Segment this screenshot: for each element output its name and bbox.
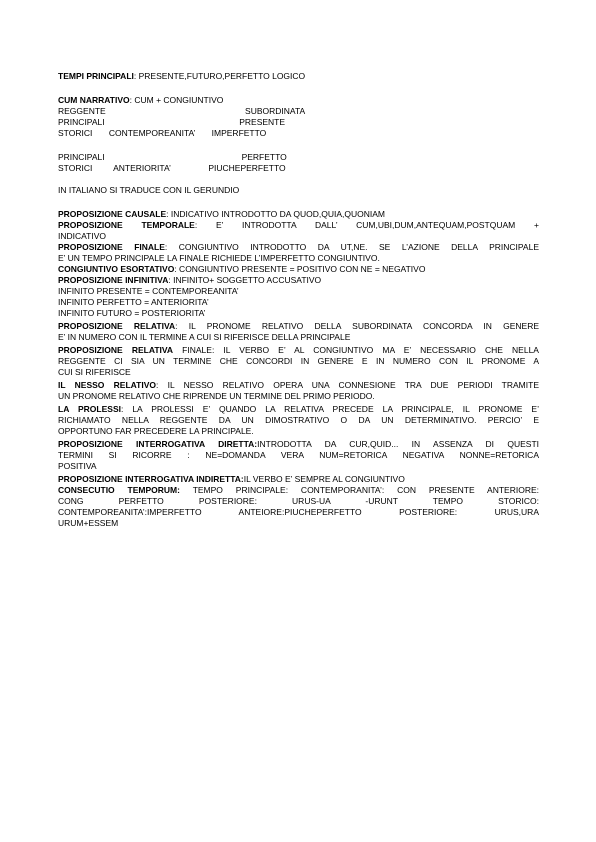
- line-nesso-2-text: UN PRONOME RELATIVO CHE RIPRENDE UN TERMINE DEL PRIMO PERIODO.: [58, 391, 375, 401]
- line-relativa-1: [58, 321, 539, 331]
- line-temporale-1-text: : E’ INTRODOTTA DALL’ CUM,UBI,DUM,ANTEQUAM,POSTQUAM +: [194, 220, 539, 230]
- line-consecutio-4-text: URUM+ESSEM: [58, 518, 119, 528]
- line-consecutio-1-heading: CONSECUTIO TEMPORUM:: [58, 485, 180, 495]
- line-storici-2-text: STORICI ANTERIORITA’ PIUCHEPERFETTO: [58, 163, 286, 173]
- line-prolessi-3: [58, 426, 254, 436]
- line-infinitiva-heading: PROPOSIZIONE INFINITIVA: [58, 275, 169, 285]
- line-causale: [58, 209, 385, 219]
- line-consecutio-3: [58, 507, 539, 517]
- line-cum-narrativo-heading: CUM NARRATIVO: [58, 95, 130, 105]
- line-principali-1-text: PRINCIPALI PRESENTE: [58, 117, 286, 127]
- line-relativa-finale-2-text: REGGENTE CI SIA UN TERMINE CHE CONCORDI IN GENERE E IN NUMERO CON IL PRONOME A: [58, 356, 539, 366]
- line-int-diretta-3-text: POSITIVA: [58, 461, 97, 471]
- line-principali-1: [58, 117, 285, 127]
- line-causale-heading: PROPOSIZIONE CAUSALE: [58, 209, 167, 219]
- line-inf-perfetto: [58, 297, 209, 307]
- line-consecutio-2: [58, 496, 539, 506]
- line-int-diretta-2-text: TERMINI SI RICORRE : NE=DOMANDA VERA NUM=RETORICA NEGATIVA NONNE=RETORICA: [58, 450, 539, 460]
- line-int-indiretta-text: IL VERBO E’ SEMPRE AL CONGIUNTIVO: [243, 474, 405, 484]
- line-nesso-1-text: : IL NESSO RELATIVO OPERA UNA CONNESIONE TRA DUE PERIODI TRAMITE: [155, 380, 539, 390]
- line-relativa-finale-1: [58, 345, 539, 355]
- line-prolessi-1: [58, 404, 539, 414]
- line-tempi-principali-heading: TEMPI PRINCIPALI: [58, 71, 134, 81]
- line-storici-2: [58, 163, 286, 173]
- line-principali-2: [58, 152, 287, 162]
- line-finale-2: [58, 253, 380, 263]
- line-nesso-2: [58, 391, 375, 401]
- line-nesso-1-heading: IL NESSO RELATIVO: [58, 380, 156, 390]
- line-prolessi-1-heading: LA PROLESSI: [58, 404, 121, 414]
- line-infinitiva-text: : INFINITO+ SOGGETTO ACCUSATIVO: [168, 275, 322, 285]
- line-prolessi-3-text: OPPORTUNO FAR PRECEDERE LA PRINCIPALE.: [58, 426, 254, 436]
- line-inf-presente-text: INFINITO PRESENTE = CONTEMPOREANITA’: [58, 286, 239, 296]
- line-finale-1-text: : CONGIUNTIVO INTRODOTTO DA UT,NE. SE L’AZIONE DELLA PRINCIPALE: [164, 242, 539, 252]
- line-consecutio-1: [58, 485, 539, 495]
- line-int-diretta-2: [58, 450, 539, 460]
- line-relativa-finale-1-text: FINALE: IL VERBO E’ AL CONGIUNTIVO MA E’ NECESSARIO CHE NELLA: [173, 345, 539, 355]
- line-reggente: [58, 106, 305, 116]
- line-relativa-2-text: E’ IN NUMERO CON IL TERMINE A CUI SI RIFERISCE DELLA PRINCIPALE: [58, 332, 351, 342]
- line-consecutio-3-text: CONTEMPOREANITA’:IMPERFETTO ANTEIORE:PIUCHEPERFETTO POSTERIORE: URUS,URA: [58, 507, 539, 517]
- line-esortativo-text: : CONGIUNTIVO PRESENTE = POSITIVO CON NE = NEGATIVO: [174, 264, 426, 274]
- line-int-diretta-1-text: INTRODOTTA DA CUR,QUID... IN ASSENZA DI QUESTI: [257, 439, 539, 449]
- line-temporale-2: [58, 231, 106, 241]
- line-prolessi-2-text: RICHIAMATO NELLA REGGENTE DA UN DIMOSTRATIVO O DA UN DETERMINATIVO. PERCIO’ E: [58, 415, 539, 425]
- line-int-diretta-3: [58, 461, 97, 471]
- line-inf-presente: [58, 286, 239, 296]
- line-inf-futuro-text: INFINITO FUTURO = POSTERIORITA’: [58, 308, 206, 318]
- line-temporale-1: [58, 220, 539, 230]
- line-relativa-1-text: : IL PRONOME RELATIVO DELLA SUBORDINATA CONCORDA IN GENERE: [175, 321, 540, 331]
- line-relativa-1-heading: PROPOSIZIONE RELATIVA: [58, 321, 176, 331]
- line-consecutio-1-text: TEMPO PRINCIPALE: CONTEMPORANITA’: CON PRESENTE ANTERIORE:: [179, 485, 540, 495]
- line-tempi-principali-text: : PRESENTE,FUTURO,PERFETTO LOGICO: [133, 71, 306, 81]
- line-prolessi-2: [58, 415, 539, 425]
- line-consecutio-2-text: CONG PERFETTO POSTERIORE: URUS-UA -URUNT TEMPO STORICO:: [58, 496, 539, 506]
- line-relativa-finale-3-text: CUI SI RIFERISCE: [58, 367, 131, 377]
- line-prolessi-1-text: : LA PROLESSI E’ QUANDO LA RELATIVA PRECEDE LA PRINCIPALE, IL PRONOME E’: [120, 404, 539, 414]
- line-infinitiva: [58, 275, 321, 285]
- line-finale-1: [58, 242, 539, 252]
- line-relativa-finale-2: [58, 356, 539, 366]
- line-gerundio-text: IN ITALIANO SI TRADUCE CON IL GERUNDIO: [58, 185, 240, 195]
- line-storici-1: [58, 128, 266, 138]
- line-relativa-finale-3: [58, 367, 131, 377]
- line-reggente-text: REGGENTE SUBORDINATA: [58, 106, 306, 116]
- line-nesso-1: [58, 380, 539, 390]
- line-temporale-1-heading: PROPOSIZIONE TEMPORALE: [58, 220, 195, 230]
- line-relativa-2: [58, 332, 350, 342]
- line-principali-2-text: PRINCIPALI PERFETTO: [58, 152, 287, 162]
- line-int-indiretta: [58, 474, 405, 484]
- line-finale-1-heading: PROPOSIZIONE FINALE: [58, 242, 165, 252]
- line-int-diretta-1-heading: PROPOSIZIONE INTERROGATIVA DIRETTA:: [58, 439, 258, 449]
- line-tempi-principali: [58, 71, 305, 81]
- line-int-indiretta-heading: PROPOSIZIONE INTERROGATIVA INDIRETTA:: [58, 474, 244, 484]
- line-temporale-2-text: INDICATIVO: [58, 231, 107, 241]
- line-consecutio-4: [58, 518, 118, 528]
- line-int-diretta-1: [58, 439, 539, 449]
- line-causale-text: : INDICATIVO INTRODOTTO DA QUOD,QUIA,QUONIAM: [166, 209, 385, 219]
- line-inf-perfetto-text: INFINITO PERFETTO = ANTERIORITA’: [58, 297, 209, 307]
- line-esortativo-heading: CONGIUNTIVO ESORTATIVO: [58, 264, 175, 274]
- line-relativa-finale-1-heading: PROPOSIZIONE RELATIVA: [58, 345, 174, 355]
- line-gerundio: [58, 185, 239, 195]
- line-cum-narrativo-text: : CUM + CONGIUNTIVO: [129, 95, 224, 105]
- line-inf-futuro: [58, 308, 206, 318]
- line-cum-narrativo: [58, 95, 223, 105]
- line-storici-1-text: STORICI CONTEMPOREANITA’ IMPERFETTO: [58, 128, 267, 138]
- line-finale-2-text: E’ UN TEMPO PRINCIPALE LA FINALE RICHIEDE L’IMPERFETTO CONGIUNTIVO.: [58, 253, 380, 263]
- line-esortativo: [58, 264, 425, 274]
